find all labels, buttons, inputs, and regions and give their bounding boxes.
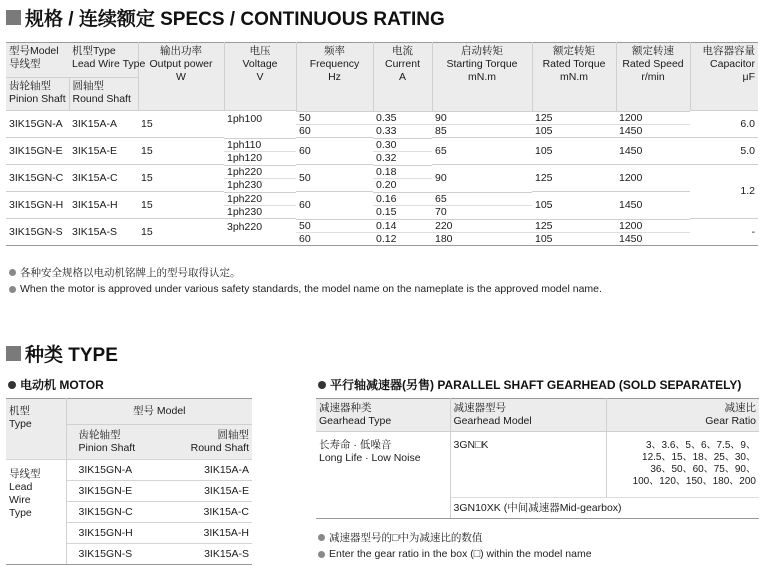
rated-torque: 125 105 [532, 111, 616, 138]
specs-header-row [6, 43, 758, 78]
gearhead-heading: 平行轴减速器(另售) PARALLEL SHAFT GEARHEAD (SOLD SEPARATELY) [318, 376, 741, 393]
capacitor: 1.2 [690, 165, 758, 219]
output-power: 15 [138, 138, 224, 165]
motor-round-model: 3IK15A-A [162, 460, 252, 481]
capacitor: - [690, 219, 758, 246]
bullet-icon [9, 286, 16, 293]
header-pinion-shaft: 齿轮轴型 Pinion Shaft [6, 78, 69, 111]
round-model: 3IK15A-A [69, 111, 138, 138]
current: 0.14 0.12 [373, 219, 432, 246]
gearhead-model-header: 减速器型号 Gearhead Model [450, 399, 606, 432]
pinion-model: 3IK15GN-S [6, 219, 69, 246]
header-rated-torque: 额定转矩 Rated Torque mN.m [532, 43, 616, 111]
header-current: 电流 Current A [373, 43, 432, 111]
gearhead-model: 3GN□K [450, 432, 606, 498]
output-power: 15 [138, 111, 224, 138]
voltage: 1ph100 [224, 111, 296, 138]
round-model: 3IK15A-E [69, 138, 138, 165]
voltage: 1ph220 1ph230 [224, 165, 296, 192]
mid-gearbox-model: 3GN10XK (中间减速器Mid-gearbox) [450, 498, 759, 519]
gearhead-type-header: 减速器种类 Gearhead Type [316, 399, 450, 432]
motor-pinion-model: 3IK15GN-C [66, 502, 162, 523]
frequency: 50 [296, 165, 373, 192]
gearhead-note-en: Enter the gear ratio in the box (□) within the model name [318, 548, 592, 560]
rated-speed: 1200 [616, 165, 690, 192]
starting-torque: 90 [432, 165, 532, 192]
header-frequency: 频率 Frequency Hz [296, 43, 373, 111]
motor-pinion-model: 3IK15GN-E [66, 481, 162, 502]
specs-note-en: When the motor is approved under various safety standards, the model name on the nameplate is the approved model name. [9, 283, 602, 295]
motor-heading: 电动机 MOTOR [8, 376, 104, 393]
header-starting-torque: 启动转矩 Starting Torque mN.m [432, 43, 532, 111]
motor-type-header: 机型 Type [6, 399, 66, 460]
current: 0.16 0.15 [373, 192, 432, 219]
starting-torque: 65 70 [432, 192, 532, 219]
output-power: 15 [138, 219, 224, 246]
pinion-model: 3IK15GN-A [6, 111, 69, 138]
table-row [6, 460, 252, 481]
motor-table [6, 398, 252, 565]
gear-ratio-header: 减速比 Gear Ratio [606, 399, 759, 432]
pinion-model: 3IK15GN-E [6, 138, 69, 165]
table-row [6, 138, 758, 165]
bullet-icon [9, 269, 16, 276]
type-title: 种类 TYPE [25, 345, 118, 366]
rated-torque: 105 [532, 192, 616, 219]
header-round-shaft: 圆轴型 Round Shaft [69, 78, 138, 111]
round-model: 3IK15A-C [69, 165, 138, 192]
gearhead-table [316, 398, 759, 519]
rated-torque: 105 [532, 138, 616, 165]
gearhead-header-row [316, 399, 759, 432]
motor-pinion-model: 3IK15GN-A [66, 460, 162, 481]
starting-torque: 220 180 [432, 219, 532, 246]
capacitor: 6.0 [690, 111, 758, 138]
current: 0.35 0.33 [373, 111, 432, 138]
output-power: 15 [138, 165, 224, 192]
gearhead-type: 长寿命 · 低噪音 Long Life · Low Noise [316, 432, 450, 519]
heading-square-icon [6, 346, 21, 361]
voltage: 3ph220 [224, 219, 296, 246]
type-heading [6, 340, 118, 367]
frequency: 60 [296, 138, 373, 165]
table-row [6, 165, 758, 192]
bullet-icon [8, 381, 16, 389]
bullet-icon [318, 381, 326, 389]
gearhead-note-cn: 减速器型号的□中为减速比的数值 [318, 530, 482, 545]
voltage: 1ph110 1ph120 [224, 138, 296, 165]
frequency: 50 60 [296, 219, 373, 246]
rated-torque: 125 [532, 165, 616, 192]
header-model: 型号Model 导线型 [6, 43, 69, 78]
specs-heading [6, 4, 445, 31]
table-row [6, 192, 758, 219]
capacitor: 5.0 [690, 138, 758, 165]
round-model: 3IK15A-H [69, 192, 138, 219]
motor-round-model: 3IK15A-E [162, 481, 252, 502]
header-capacitor: 电容器容量 Capacitor μF [690, 43, 758, 111]
bullet-icon [318, 551, 325, 558]
starting-torque: 65 [432, 138, 532, 165]
motor-round-model: 3IK15A-H [162, 523, 252, 544]
header-rated-speed: 额定转速 Rated Speed r/min [616, 43, 690, 111]
current: 0.18 0.20 [373, 165, 432, 192]
table-row [6, 219, 758, 246]
table-row [316, 432, 759, 498]
specs-table [6, 42, 758, 246]
header-type: 机型Type Lead Wire Type [69, 43, 138, 78]
specs-title: 规格 / 连续额定 SPECS / CONTINUOUS RATING [25, 9, 445, 30]
pinion-model: 3IK15GN-H [6, 192, 69, 219]
frequency: 50 60 [296, 111, 373, 138]
table-row [6, 111, 758, 138]
motor-lead-wire-type: 导线型 Lead Wire Type [6, 460, 66, 565]
voltage: 1ph220 1ph230 [224, 192, 296, 219]
rated-speed: 1450 [616, 138, 690, 165]
frequency: 60 [296, 192, 373, 219]
current: 0.30 0.32 [373, 138, 432, 165]
header-power: 输出功率 Output power W [138, 43, 224, 111]
starting-torque: 90 85 [432, 111, 532, 138]
rated-speed: 1200 1450 [616, 111, 690, 138]
rated-speed: 1200 1450 [616, 219, 690, 246]
rated-speed: 1450 [616, 192, 690, 219]
motor-model-header: 型号 Model [66, 399, 252, 425]
output-power: 15 [138, 192, 224, 219]
specs-note-cn: 各种安全规格以电动机铭牌上的型号取得认定。 [9, 265, 241, 280]
pinion-model: 3IK15GN-C [6, 165, 69, 192]
motor-pinion-model: 3IK15GN-S [66, 544, 162, 565]
gear-ratio-list: 3、3.6、5、6、7.5、9、 12.5、15、18、25、30、 36、50、60、75、90、 100、120、150、180、200 [606, 432, 759, 498]
motor-header-row [6, 399, 252, 425]
rated-torque: 125 105 [532, 219, 616, 246]
motor-pinion-header: 齿轮轴型 Pinion Shaft [66, 425, 162, 460]
round-model: 3IK15A-S [69, 219, 138, 246]
heading-square-icon [6, 10, 21, 25]
motor-round-model: 3IK15A-C [162, 502, 252, 523]
motor-round-header: 圆轴型 Round Shaft [162, 425, 252, 460]
header-voltage: 电压 Voltage V [224, 43, 296, 111]
bullet-icon [318, 534, 325, 541]
motor-round-model: 3IK15A-S [162, 544, 252, 565]
motor-pinion-model: 3IK15GN-H [66, 523, 162, 544]
